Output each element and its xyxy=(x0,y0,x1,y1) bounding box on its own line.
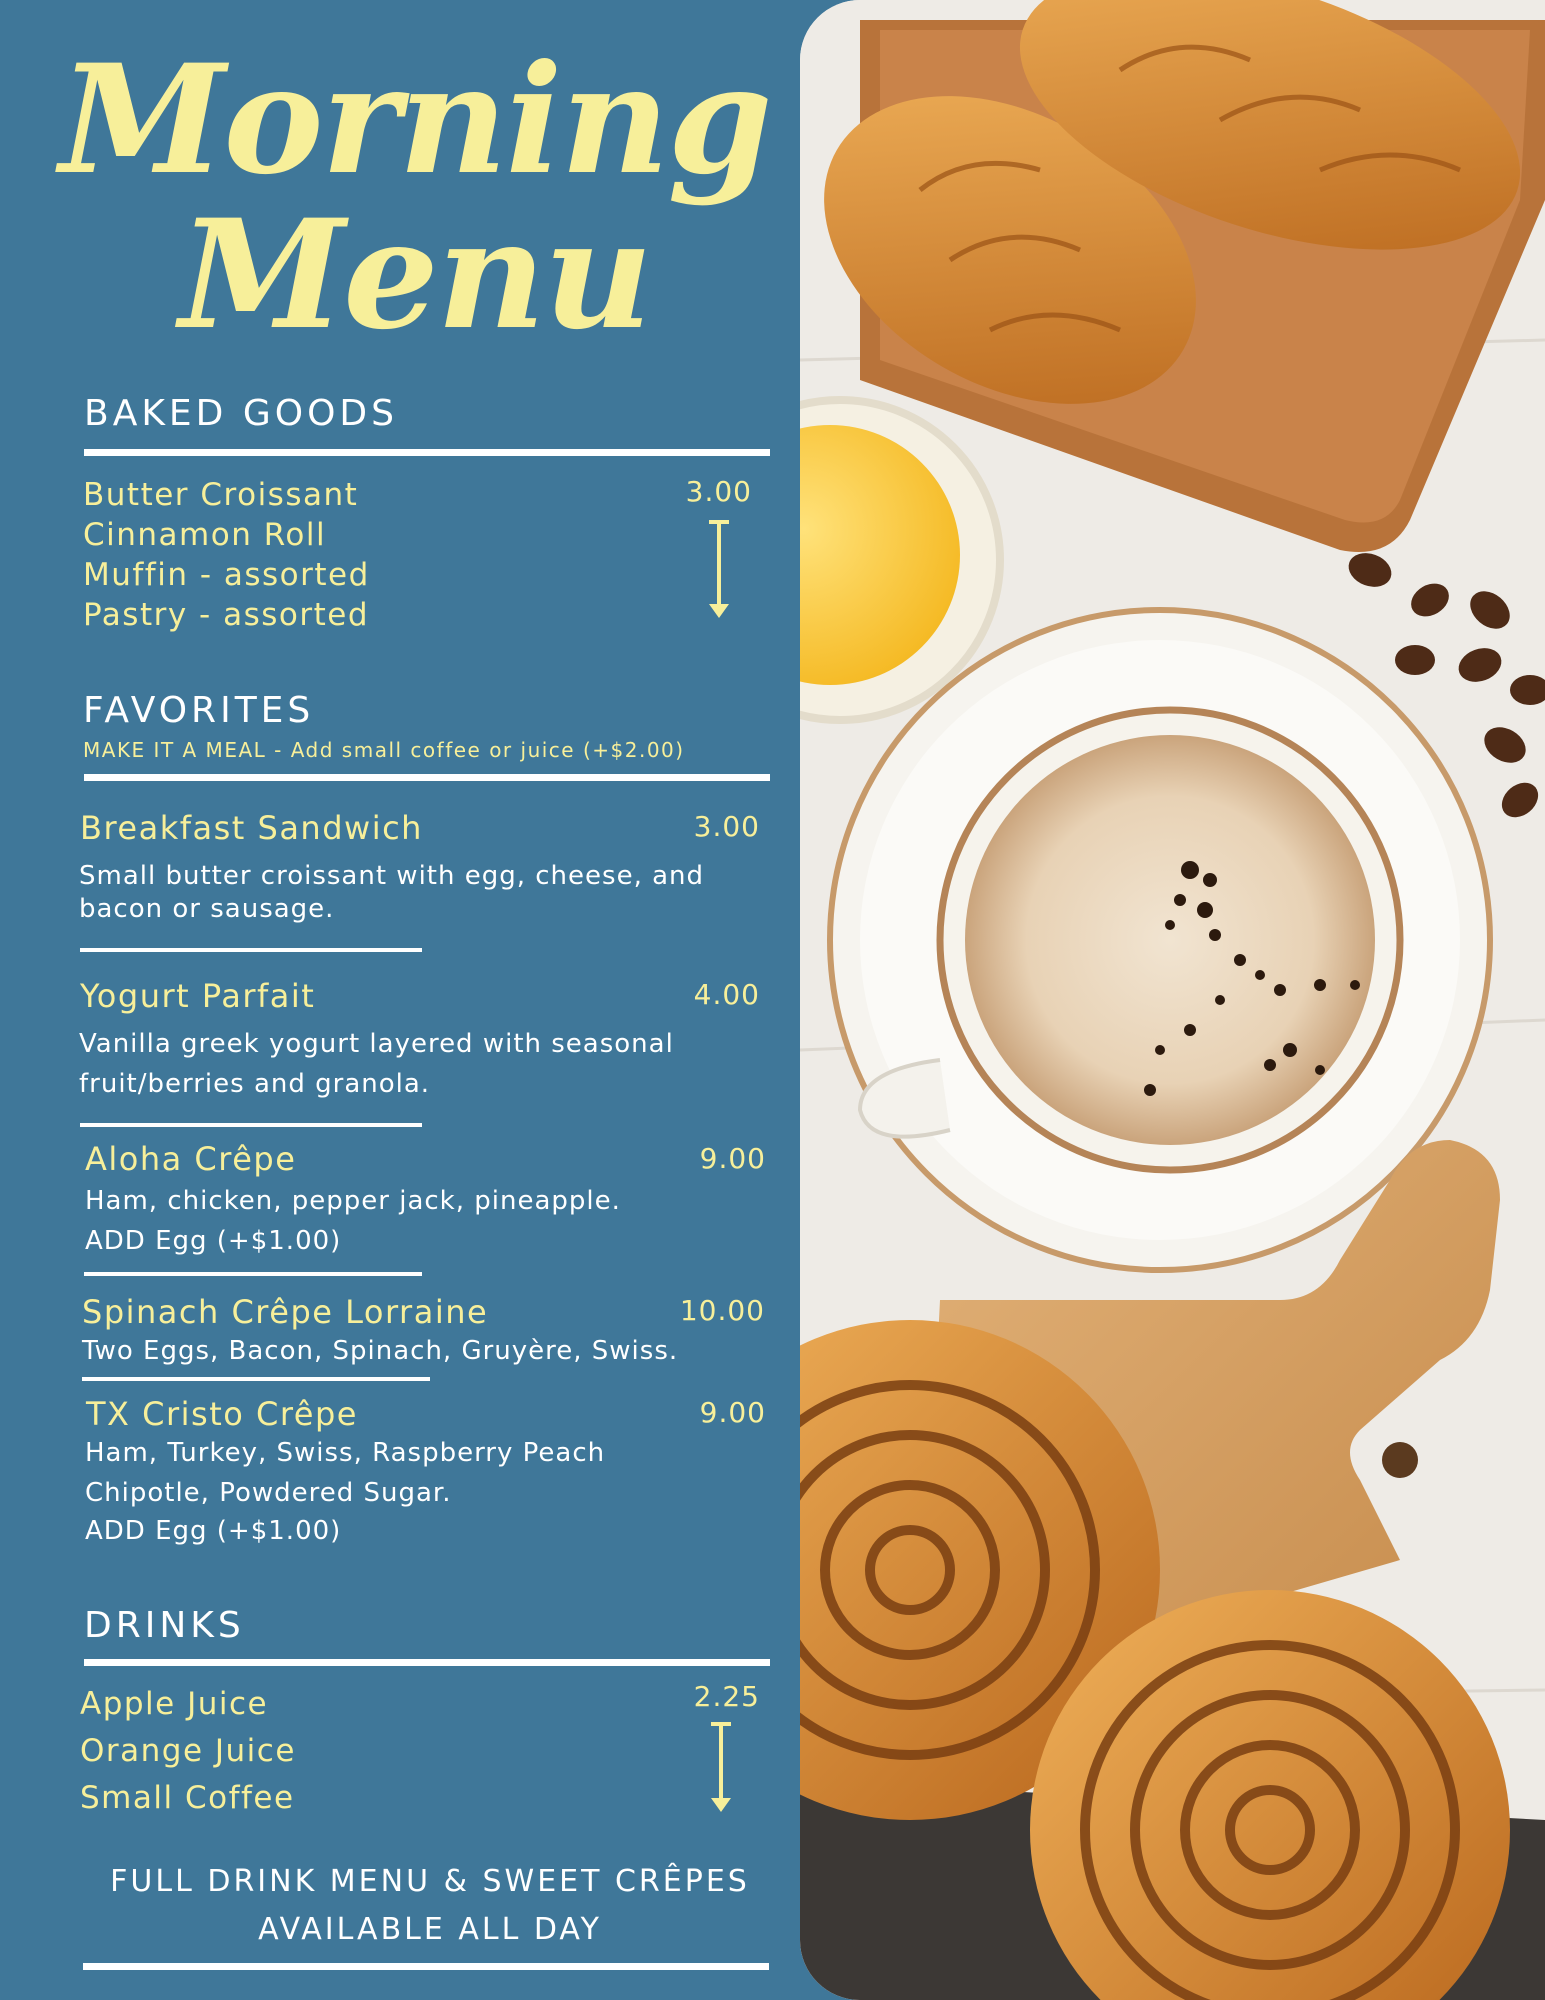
tx-cristo-crepe-name: TX Cristo Crêpe xyxy=(86,1395,358,1433)
list-item: Pastry - assorted xyxy=(83,597,370,633)
yogurt-parfait-price: 4.00 xyxy=(693,978,760,1011)
menu-title-line-2: Menu xyxy=(179,187,651,363)
list-item: Orange Juice xyxy=(80,1733,296,1769)
spinach-crepe-lorraine-name: Spinach Crêpe Lorraine xyxy=(82,1293,489,1331)
yogurt-parfait-name: Yogurt Parfait xyxy=(80,977,316,1015)
menu-title-line-1: Morning xyxy=(59,32,771,208)
drinks-divider xyxy=(84,1659,770,1666)
aloha-crepe-desc: Ham, chicken, pepper jack, pineapple. xyxy=(85,1186,621,1216)
down-arrow-icon xyxy=(708,1720,734,1816)
footer-note xyxy=(60,1858,800,1954)
list-item: Cinnamon Roll xyxy=(83,517,327,553)
aloha-crepe-name: Aloha Crêpe xyxy=(85,1140,297,1178)
down-arrow-icon xyxy=(706,518,732,622)
list-item: Small Coffee xyxy=(80,1780,295,1816)
item-divider xyxy=(80,948,422,952)
breakfast-photo xyxy=(800,0,1545,2000)
baked-goods-list xyxy=(83,475,370,635)
breakfast-sandwich-price: 3.00 xyxy=(693,810,760,843)
drinks-price: 2.25 xyxy=(693,1680,760,1713)
list-item: Muffin - assorted xyxy=(83,557,370,593)
list-item: Apple Juice xyxy=(80,1686,269,1722)
item-divider xyxy=(80,1123,422,1127)
breakfast-sandwich-name: Breakfast Sandwich xyxy=(80,809,423,847)
favorites-heading: FAVORITES xyxy=(83,690,315,731)
item-divider xyxy=(84,1272,422,1276)
drinks-heading: DRINKS xyxy=(84,1605,245,1646)
favorites-meal-note: MAKE IT A MEAL - Add small coffee or juice (+$2.00) xyxy=(83,738,685,762)
drinks-list xyxy=(80,1681,296,1822)
aloha-crepe-price: 9.00 xyxy=(699,1142,766,1175)
footer-divider xyxy=(83,1963,769,1970)
baked-goods-divider xyxy=(84,449,770,456)
footer-line-2: AVAILABLE ALL DAY xyxy=(258,1912,602,1947)
list-item: Butter Croissant xyxy=(83,477,359,513)
spinach-crepe-lorraine-price: 10.00 xyxy=(679,1294,765,1327)
item-divider xyxy=(82,1377,430,1381)
aloha-crepe-addon: ADD Egg (+$1.00) xyxy=(85,1226,342,1256)
baked-goods-heading: BAKED GOODS xyxy=(84,393,398,434)
tx-cristo-crepe-addon: ADD Egg (+$1.00) xyxy=(85,1516,342,1546)
footer-line-1: FULL DRINK MENU & SWEET CRÊPES xyxy=(110,1864,750,1899)
tx-cristo-crepe-desc: Ham, Turkey, Swiss, Raspberry Peach Chipotle, Powdered Sugar. xyxy=(85,1438,606,1508)
yogurt-parfait-desc: Vanilla greek yogurt layered with seasonal fruit/berries and granola. xyxy=(79,1029,674,1099)
breakfast-sandwich-desc: Small butter croissant with egg, cheese, and bacon or sausage. xyxy=(79,861,705,924)
breakfast-illustration xyxy=(800,0,1545,2000)
favorites-divider xyxy=(84,774,770,781)
tx-cristo-crepe-price: 9.00 xyxy=(699,1396,766,1429)
spinach-crepe-lorraine-desc: Two Eggs, Bacon, Spinach, Gruyère, Swiss. xyxy=(82,1336,679,1366)
baked-goods-price: 3.00 xyxy=(685,475,752,508)
